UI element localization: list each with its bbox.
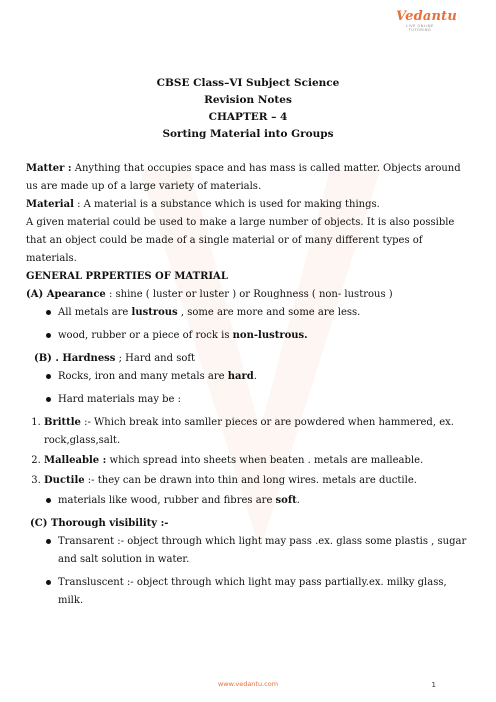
material-paragraph: A given material could be used to make a large number of objects. It is also possible that an object could be made of a single material or of many different types of materials. [26, 217, 455, 264]
list-item: Hard materials may be : [46, 391, 474, 409]
matter-text: Anything that occupies space and has mass is called matter. Objects around us are made up of a large variety of materials. [26, 163, 461, 192]
soft-materials-list [26, 492, 474, 510]
hardness-list [26, 368, 474, 409]
header-notes-title: Revision Notes [204, 94, 292, 106]
page-number: 1 [431, 681, 436, 689]
visibility-heading: (C) Thorough visibility :- [30, 518, 169, 529]
list-item: materials like wood, rubber and fibres are soft. [46, 492, 474, 510]
appearance-text: : shine ( luster or luster ) or Roughness ( non- lustrous ) [105, 289, 393, 300]
list-item: All metals are lustrous , some are more and some are less. [46, 304, 474, 322]
appearance-line [26, 286, 474, 304]
list-item: Transluscent :- object through which light may pass partially.ex. milky glass, milk. [46, 574, 474, 610]
header-chapter-title: Sorting Material into Groups [162, 128, 334, 140]
numbered-item: 3. Ductile :- they can be drawn into thin and long wires. metals are ductile. [44, 472, 474, 490]
material-definition [26, 196, 474, 214]
hardness-label: (B) . Hardness [34, 353, 116, 364]
material-label: Material [26, 199, 74, 210]
vedantu-logo-icon [396, 9, 457, 32]
appearance-label: (A) Apearance [26, 289, 106, 300]
material-text: : A material is a substance which is used for making things. [73, 199, 380, 210]
general-properties-heading: GENERAL PRPERTIES OF MATRIAL [26, 271, 228, 282]
numbered-item: 1. Brittle :- Which break into samller pieces or are powdered when hammered, ex. rock,glass,salt. [44, 414, 474, 450]
visibility-list [26, 533, 474, 610]
footer-website-link[interactable]: www.vedantu.com [217, 680, 279, 688]
header-chapter: CHAPTER – 4 [208, 111, 288, 123]
logo-tagline: LIVE ONLINE TUTORING [406, 24, 434, 32]
matter-definition [26, 160, 474, 196]
numbered-item: 2. Malleable : which spread into sheets when beaten . metals are malleable. [44, 452, 474, 470]
list-item: Rocks, iron and many metals are hard. [46, 368, 474, 386]
list-item: Transarent :- object through which light may pass .ex. glass some plastis , sugar and salt solution in water. [46, 533, 474, 569]
document-header [0, 75, 496, 143]
list-item: wood, rubber or a piece of rock is non-lustrous. [46, 327, 474, 345]
appearance-list [26, 304, 474, 345]
hard-material-types-list [26, 414, 474, 490]
header-subject: CBSE Class–VI Subject Science [156, 77, 340, 89]
logo-wordmark: Vedantu [396, 9, 457, 24]
document-body [26, 160, 474, 615]
hardness-text: ; Hard and soft [115, 353, 196, 364]
matter-label: Matter : [26, 163, 72, 174]
hardness-line [26, 350, 474, 368]
